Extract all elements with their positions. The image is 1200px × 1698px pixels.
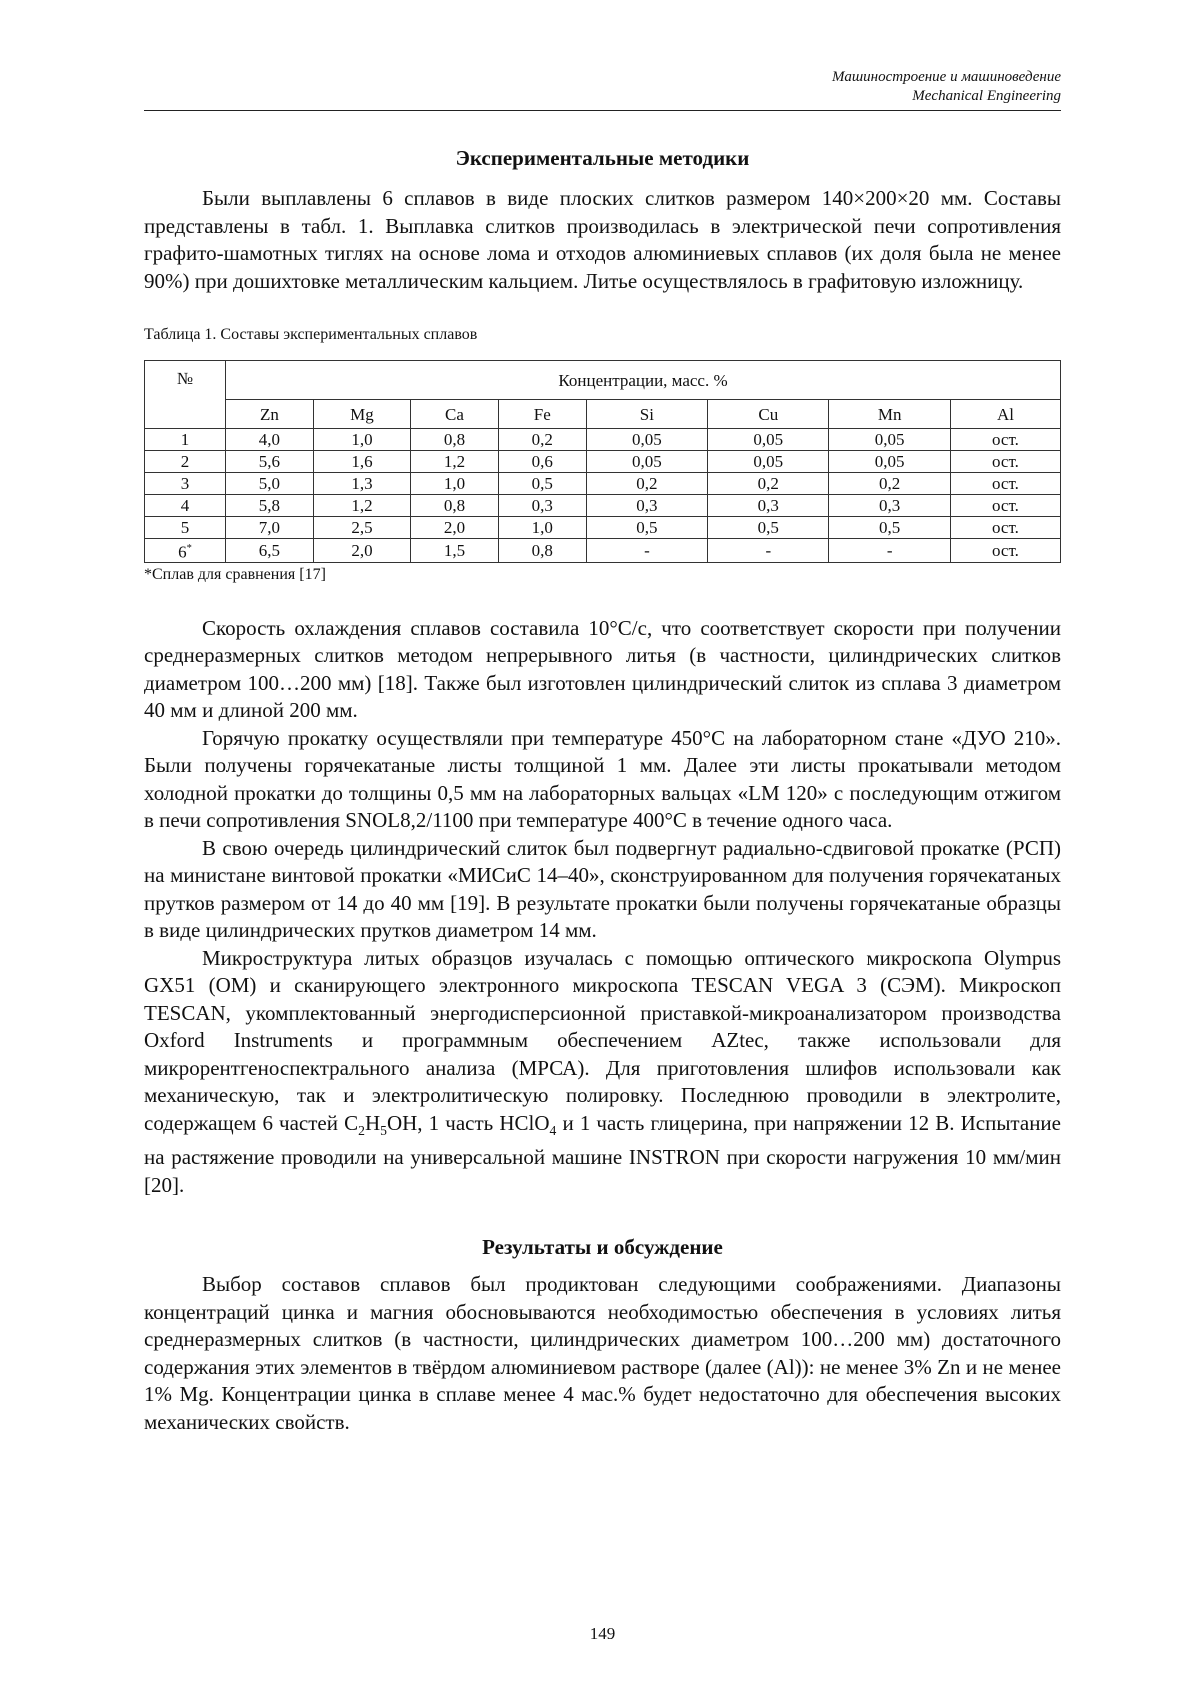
table-footnote: *Сплав для сравнения [17] xyxy=(144,565,326,583)
table-cell: 5,6 xyxy=(226,451,314,473)
table-cell: 0,2 xyxy=(829,473,950,495)
text-flow xyxy=(144,144,1061,1436)
micro-text-1: Микроструктура литых образцов изучалась с помощью оптического микроскопа Olympus GX51 (ОМ) и сканирующего электронного микроскопа TESCAN VEGA 3 (СЭМ). Микроскоп TESCAN, укомплектованный энергодисперсионной приставкой-микроанализатором производства Oxford Instruments и программным обеспечением AZtec, также использовали для микрорентгеноспектрального анализа (МРСА). Для приготовления шлифов использовали как механическую, так и электролитическую полировку. Последнюю проводили в электролите, содержащем 6 частей xyxy=(144,945,1061,1135)
alloy-number-cell xyxy=(145,473,226,495)
micro-text-3: и 1 часть глицерина, при напряжении 12 В. Испытание на растяжение проводили на универсальной машине INSTRON при скорости нагружения 10 мм/мин [20]. xyxy=(144,1110,1061,1197)
table-cell: 1,0 xyxy=(498,517,586,539)
formula-hclo: HClO xyxy=(499,1110,550,1135)
formula-hclo-index: 4 xyxy=(549,1122,557,1138)
table-cell: 0,2 xyxy=(586,473,707,495)
table-row xyxy=(145,495,1061,517)
alloy-number-cell xyxy=(145,451,226,473)
table-cell: 6,5 xyxy=(226,539,314,563)
element-header-cell: Mg xyxy=(313,400,410,429)
header-number: № xyxy=(145,361,226,429)
table-cell: ост. xyxy=(950,517,1060,539)
alloy-number: 1 xyxy=(180,430,190,449)
table-cell: 5,8 xyxy=(226,495,314,517)
alloy-number-cell xyxy=(145,495,226,517)
section-heading-results: Результаты и обсуждение xyxy=(482,1235,723,1260)
running-head xyxy=(832,68,1061,106)
paragraph-microstructure xyxy=(144,945,1061,1200)
alloy-number-cell xyxy=(145,539,226,563)
table-cell: 2,0 xyxy=(411,517,499,539)
table-row xyxy=(145,451,1061,473)
table-cell: 1,5 xyxy=(411,539,499,563)
paragraph-cooling xyxy=(144,615,1061,725)
cooling-text-before: Скорость охлаждения сплавов составила xyxy=(202,615,589,640)
table-cell: 1,3 xyxy=(313,473,410,495)
element-header-cell: Ca xyxy=(411,400,499,429)
table-cell: 4,0 xyxy=(226,429,314,451)
paragraph-rolling: Горячую прокатку осуществляли при температуре 450°C на лабораторном стане «ДУО 210». Были получены горячекатаные листы толщиной 1 мм. Далее эти листы прокатывали методом холодной прокатки до толщины 0,5 мм на лабораторных вальцах «LM 120» с последующим отжигом в печи сопротивления SNOL8,2/1100 при температуре 400°C в течение одного часа. xyxy=(144,725,1061,833)
table-cell: 2,0 xyxy=(313,539,410,563)
table-cell: 0,2 xyxy=(708,473,829,495)
formula-c: C xyxy=(344,1110,359,1135)
table-cell: 0,5 xyxy=(829,517,950,539)
paragraph-results: Выбор составов сплавов был продиктован следующими соображениями. Диапазоны концентраций цинка и магния обосновываются необходимостью обеспечения в условиях литья среднеразмерных слитков (в частности, цилиндрических диаметром 100…200 мм) достаточного содержания этих элементов в твёрдом алюминиевом растворе (далее (Al)): не менее 3% Zn и не менее 1% Mg. Концентрации цинка в сплаве менее 4 мас.% будет недостаточно для обеспечения высоких механических свойств. xyxy=(144,1272,1061,1434)
table-row xyxy=(145,517,1061,539)
journal-title-ru: Машиностроение и машиноведение xyxy=(832,69,1061,85)
journal-title-en: Mechanical Engineering xyxy=(912,88,1061,104)
table-elements-row xyxy=(145,400,1061,429)
table-cell: 0,05 xyxy=(708,451,829,473)
section-heading-methods: Экспериментальные методики xyxy=(455,146,750,170)
table-cell: 1,6 xyxy=(313,451,410,473)
alloy-number: 3 xyxy=(180,474,190,493)
cooling-rate-formula: 10°C/c xyxy=(588,615,647,640)
formula-oh: OH xyxy=(386,1110,418,1135)
alloy-number: 5 xyxy=(180,518,190,537)
footnote-mark: * xyxy=(186,543,192,554)
table-cell: - xyxy=(708,539,829,563)
table-row xyxy=(145,429,1061,451)
table-cell: 1,0 xyxy=(411,473,499,495)
table-cell: 0,5 xyxy=(586,517,707,539)
table-cell: ост. xyxy=(950,473,1060,495)
table-cell: 0,3 xyxy=(586,495,707,517)
table-cell: 0,05 xyxy=(829,451,950,473)
table-cell: 0,3 xyxy=(829,495,950,517)
formula-h: H xyxy=(364,1110,381,1135)
table-cell: 0,8 xyxy=(498,539,586,563)
alloy-number: 6 xyxy=(178,542,187,562)
table-cell: ост. xyxy=(950,451,1060,473)
table-cell: 1,2 xyxy=(313,495,410,517)
table-cell: ост. xyxy=(950,539,1060,563)
table-cell: 0,2 xyxy=(498,429,586,451)
table-cell: 0,05 xyxy=(586,429,707,451)
table-cell: - xyxy=(586,539,707,563)
element-header-cell: Cu xyxy=(708,400,829,429)
element-header-cell: Al xyxy=(950,400,1060,429)
formula-h-index: 5 xyxy=(380,1122,387,1138)
table-cell: 0,3 xyxy=(498,495,586,517)
element-header-cell: Fe xyxy=(498,400,586,429)
header-concentrations: Концентрации, масс. % xyxy=(226,361,1061,400)
table-caption: Таблица 1. Составы экспериментальных сплавов xyxy=(144,326,478,343)
page-number: 149 xyxy=(589,1624,616,1643)
header-rule xyxy=(144,110,1061,111)
table-row xyxy=(145,473,1061,495)
perchloric-acid-formula xyxy=(499,1110,557,1138)
paragraph-radial-rolling: В свою очередь цилиндрический слиток был подвергнут радиально-сдвиговой прокатке (РСП) на министане винтовой прокатки «МИСиС 14–40», сконструированном для получения горячекатаных прутков размером от 14 до 40 мм [19]. В результате прокатки были получены горячекатаные образцы в виде цилиндрических прутков диаметром 14 мм. xyxy=(144,835,1061,943)
alloy-number: 2 xyxy=(180,452,190,471)
alloy-number: 4 xyxy=(180,496,190,515)
element-header-cell: Si xyxy=(586,400,707,429)
element-header-cell: Zn xyxy=(226,400,314,429)
table-cell: 1,0 xyxy=(313,429,410,451)
composition-table xyxy=(144,360,1061,563)
table-cell: 0,8 xyxy=(411,495,499,517)
alloy-number-cell xyxy=(145,429,226,451)
table-cell: 7,0 xyxy=(226,517,314,539)
table-cell: ост. xyxy=(950,429,1060,451)
ethanol-formula xyxy=(344,1110,418,1138)
alloy-number-cell xyxy=(145,517,226,539)
element-header-cell: Mn xyxy=(829,400,950,429)
table-cell: 5,0 xyxy=(226,473,314,495)
micro-text-2: , 1 часть xyxy=(417,1110,500,1135)
paragraph-intro: Были выплавлены 6 сплавов в виде плоских слитков размером 140×200×20 мм. Составы представлены в табл. 1. Выплавка слитков производилась в электрической печи сопротивления графито-шамотных тиглях на основе лома и отходов алюминиевых сплавов (их доля была не менее 90%) при дошихтовке металлическим кальцием. Литье осуществлялось в графитовую изложницу. xyxy=(144,186,1061,293)
table-cell: - xyxy=(829,539,950,563)
table-cell: 0,3 xyxy=(708,495,829,517)
table-row xyxy=(145,539,1061,563)
table-header-row xyxy=(145,361,1061,400)
cooling-text-after: , что соответствует скорости при получении среднеразмерных слитков методом непрерывного литья (в частности, цилиндрических слитков диаметром 100…200 мм) [18]. Также был изготовлен цилиндрический слиток из сплава 3 диаметром 40 мм и длиной 200 мм. xyxy=(144,615,1061,723)
table-cell: 1,2 xyxy=(411,451,499,473)
table-cell: 0,8 xyxy=(411,429,499,451)
table-cell: 0,5 xyxy=(708,517,829,539)
table-cell: 0,05 xyxy=(586,451,707,473)
formula-c-index: 2 xyxy=(358,1122,365,1138)
table-cell: 0,5 xyxy=(498,473,586,495)
table-cell: 2,5 xyxy=(313,517,410,539)
table-cell: 0,6 xyxy=(498,451,586,473)
table-cell: 0,05 xyxy=(708,429,829,451)
table-cell: ост. xyxy=(950,495,1060,517)
table-cell: 0,05 xyxy=(829,429,950,451)
